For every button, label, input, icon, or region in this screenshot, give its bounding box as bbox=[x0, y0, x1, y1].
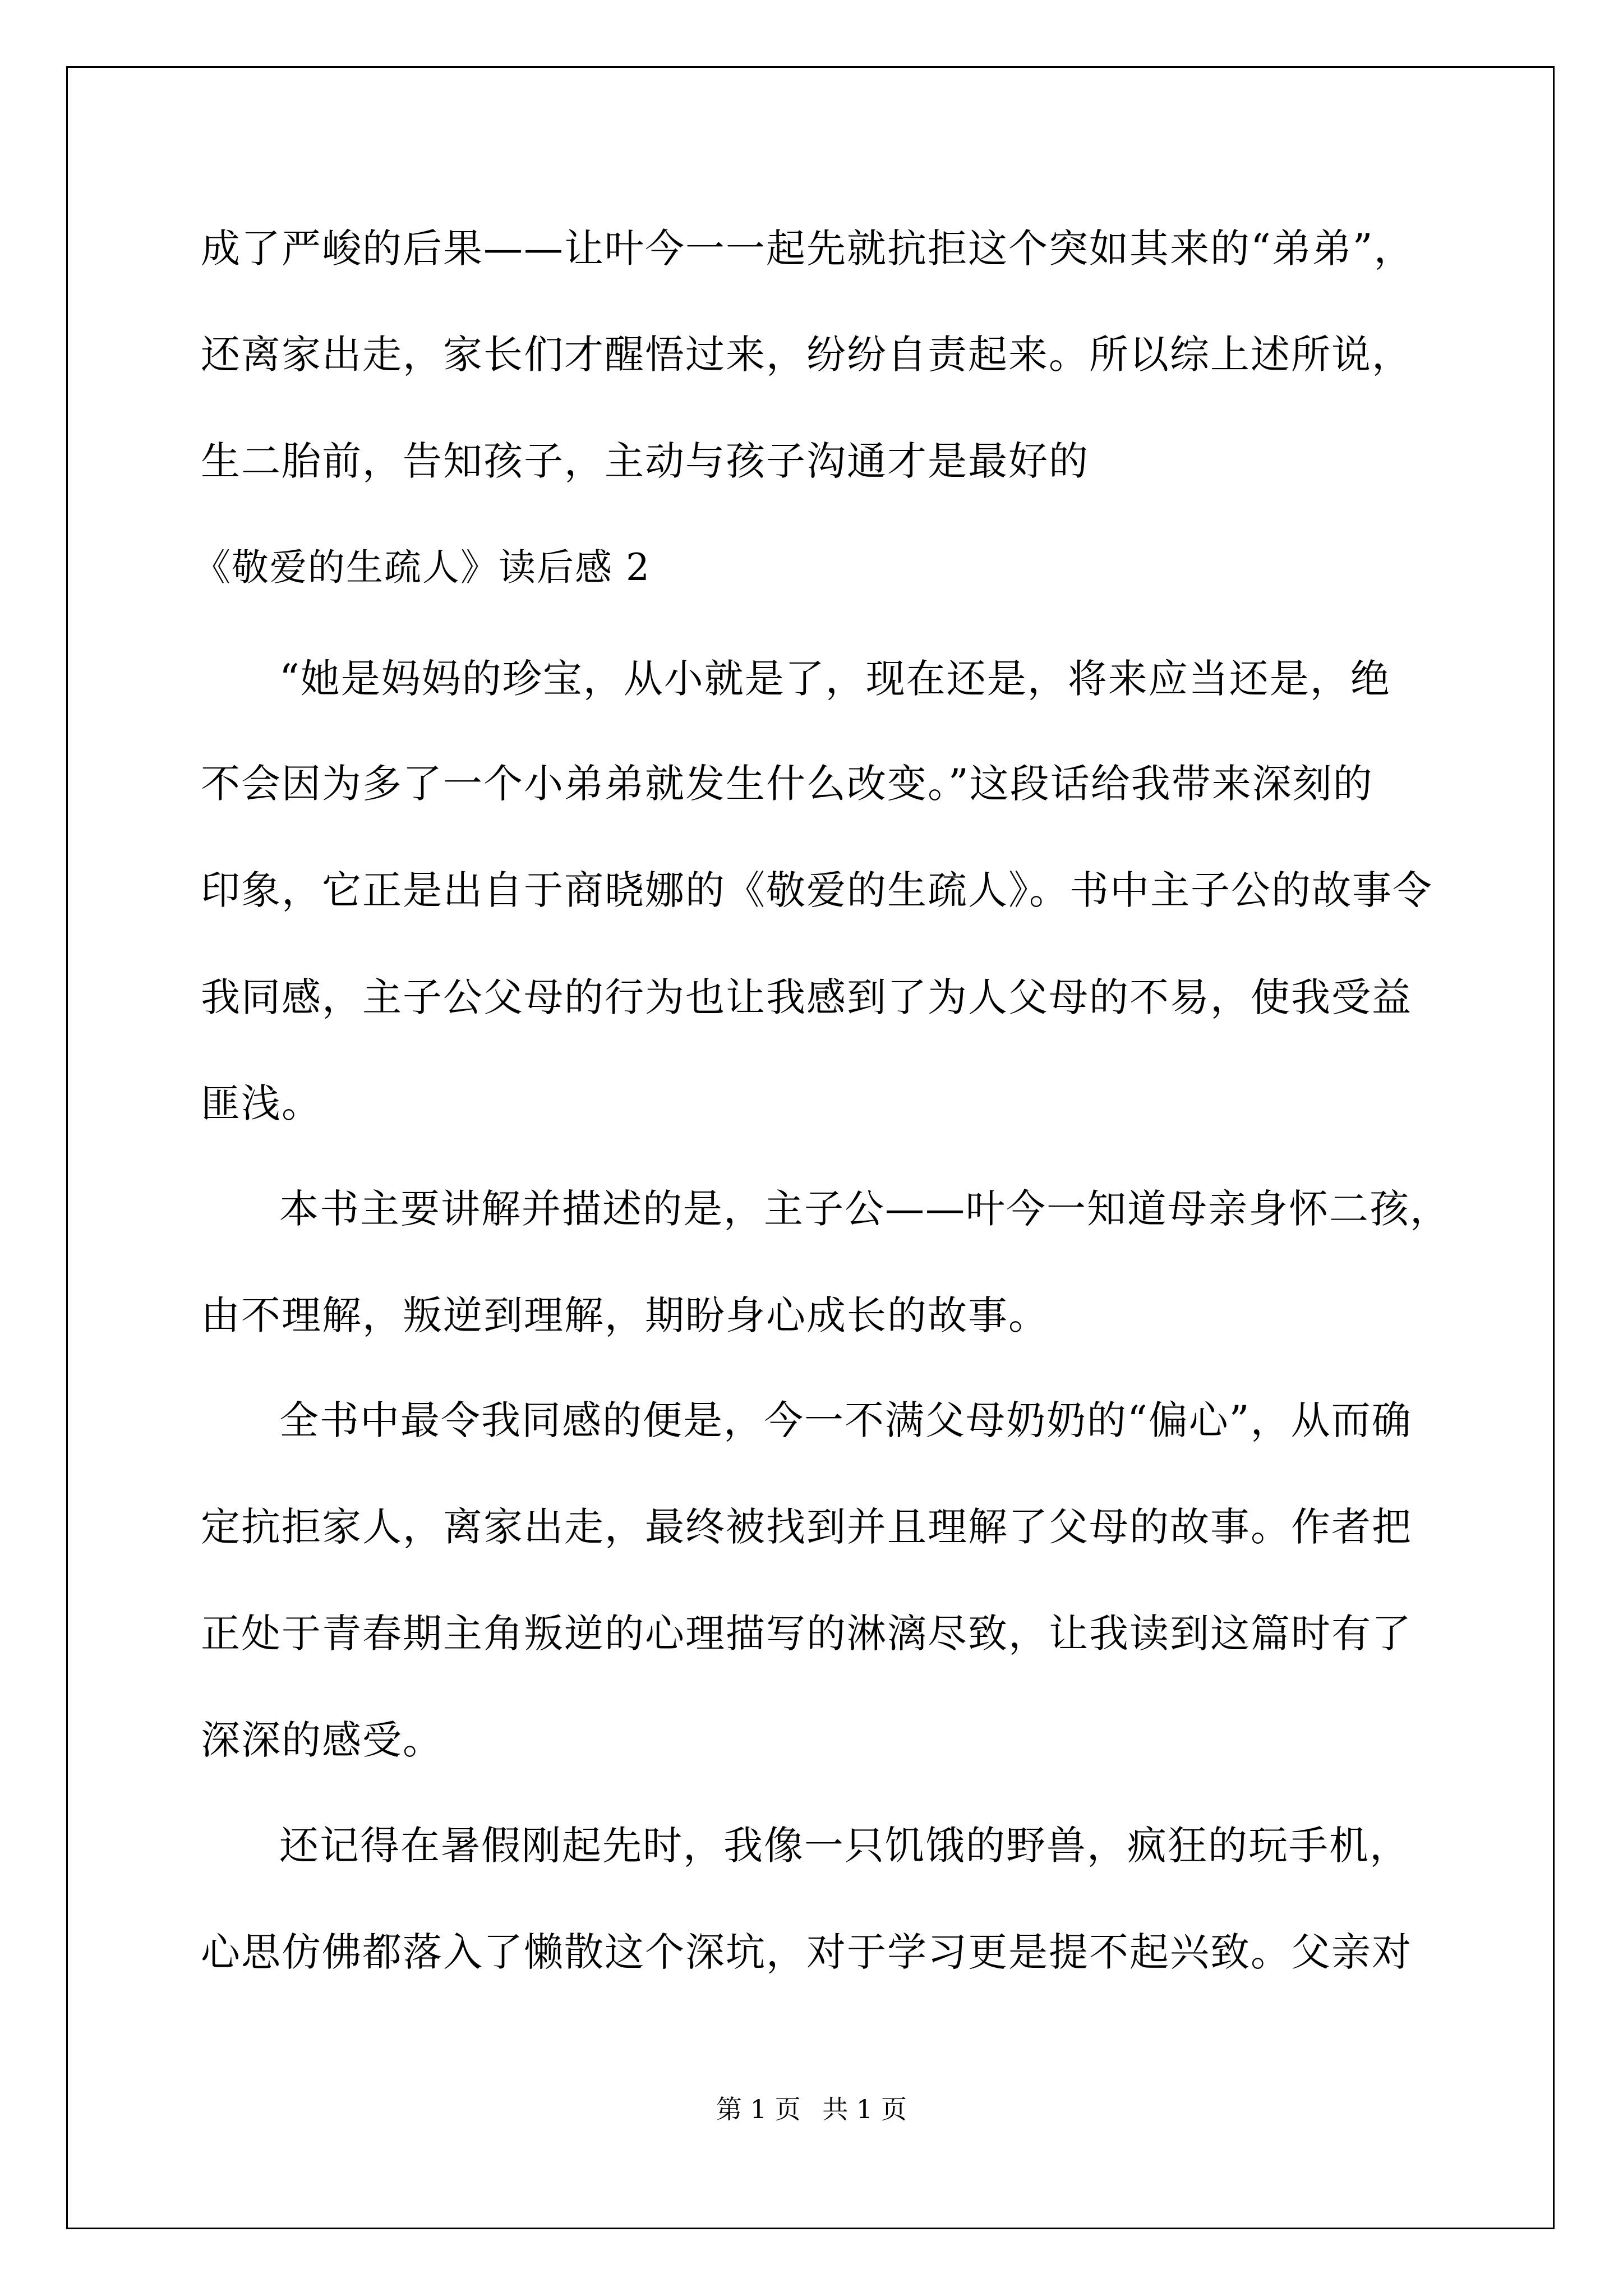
text-line: 匪浅。 bbox=[201, 1080, 322, 1126]
text-line: 心思仿佛都落入了懒散这个深坑，对于学习更是提不起兴致。父亲对 bbox=[201, 1929, 1412, 1975]
text-line: 定抗拒家人，离家出走，最终被找到并且理解了父母的故事。作者把 bbox=[201, 1504, 1412, 1550]
page-number: 第 1 页 bbox=[716, 2094, 801, 2124]
text-line: 印象，它正是出自于商晓娜的《敬爱的生疏人》。书中主子公的故事令 bbox=[201, 867, 1433, 913]
text-line: 深深的感受。 bbox=[201, 1717, 443, 1763]
text-line: 由不理解，叛逆到理解，期盼身心成长的故事。 bbox=[201, 1292, 1049, 1338]
text-line: 本书主要讲解并描述的是，主子公——叶今一知道母亲身怀二孩， bbox=[279, 1186, 1450, 1232]
text-line: 我同感，主子公父母的行为也让我感到了为人父母的不易，使我受益 bbox=[201, 974, 1412, 1020]
text-line: 全书中最令我同感的便是，今一不满父母奶奶的“偏心”，从而确 bbox=[279, 1397, 1412, 1443]
text-line: 成了严峻的后果——让叶今一一起先就抗拒这个突如其来的“弟弟”， bbox=[201, 226, 1414, 272]
text-line: 不会因为多了一个小弟弟就发生什么改变。”这段话给我带来深刻的 bbox=[201, 761, 1373, 807]
text-line: 还离家出走，家长们才醒悟过来，纷纷自责起来。所以综上述所说， bbox=[201, 332, 1412, 378]
text-line: “她是妈妈的珍宝，从小就是了，现在还是，将来应当还是，绝 bbox=[279, 656, 1391, 702]
page-total: 共 1 页 bbox=[822, 2094, 907, 2124]
page-border bbox=[66, 66, 1555, 2229]
text-line: 还记得在暑假刚起先时，我像一只饥饿的野兽，疯狂的玩手机， bbox=[279, 1823, 1410, 1869]
text-line: 生二胎前，告知孩子，主动与孩子沟通才是最好的 bbox=[201, 438, 1089, 484]
section-heading: 《敬爱的生疏人》读后感 2 bbox=[193, 546, 651, 589]
page-footer bbox=[0, 2092, 1623, 2126]
text-line: 正处于青春期主角叛逆的心理描写的淋漓尽致，让我读到这篇时有了 bbox=[201, 1611, 1412, 1657]
